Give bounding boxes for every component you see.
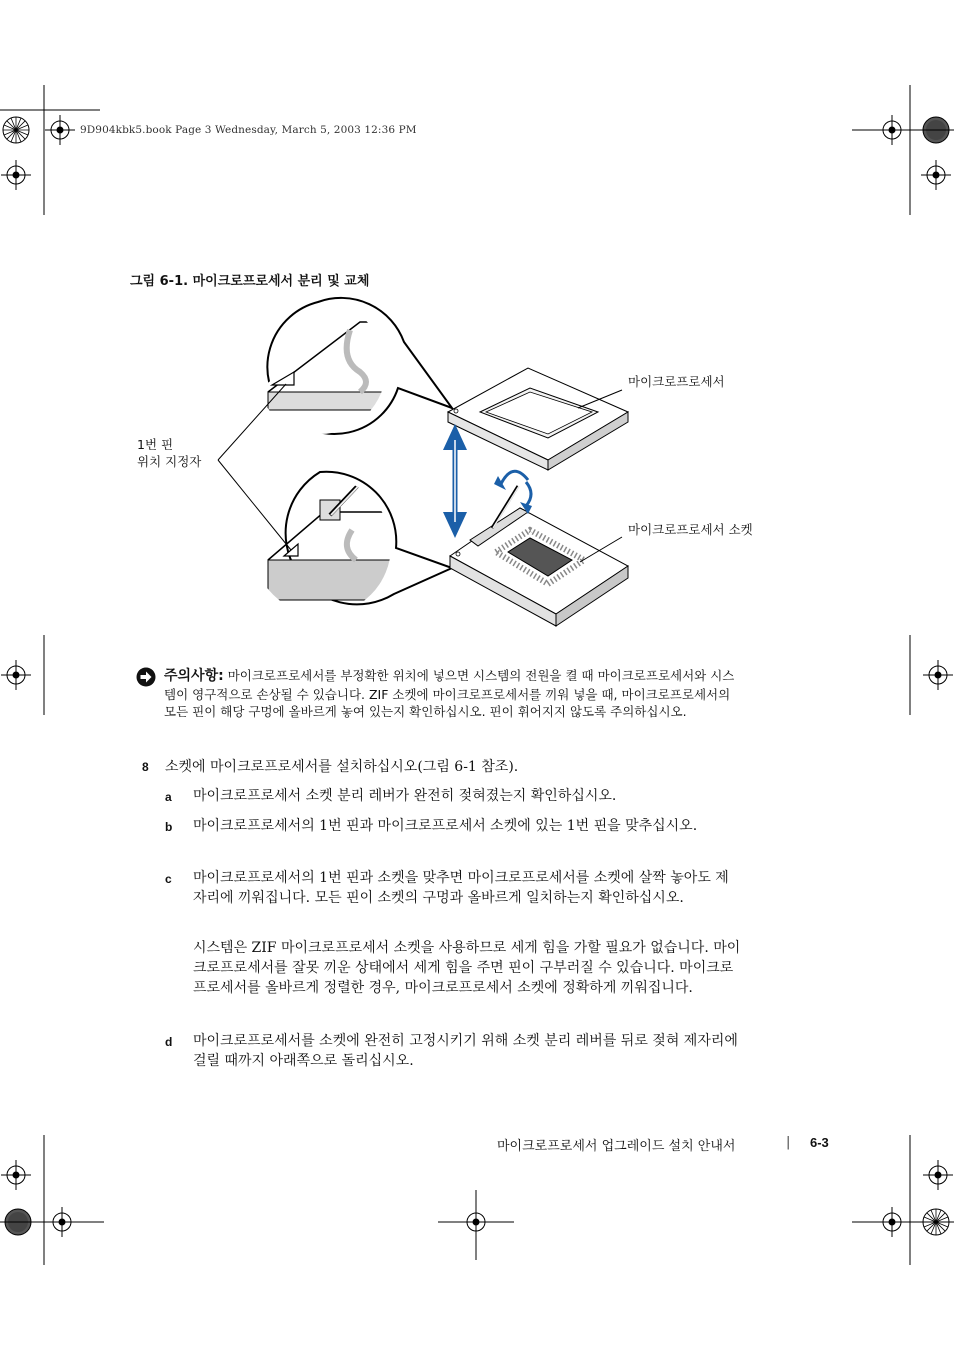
step-number: 8 bbox=[142, 760, 149, 774]
callout-microprocessor: 마이크로프로세서 bbox=[628, 374, 725, 389]
callout-pin1-line1: 1번 핀 bbox=[137, 437, 174, 452]
install-direction-arrow bbox=[443, 424, 467, 538]
substep-marker: a bbox=[165, 790, 172, 804]
figure-title: 그림 6-1. 마이크로프로세서 분리 및 교체 bbox=[130, 274, 370, 289]
step-text: 소켓에 마이크로프로세서를 설치하십시오(그림 6-1 참조). bbox=[165, 759, 519, 775]
notice-text-block bbox=[164, 667, 736, 721]
notice-text: 마이크로프로세서를 부정확한 위치에 넣으면 시스템의 전원을 켤 때 마이크로프로세서와 시스템이 영구적으로 손상될 수 있습니다. ZIF 소켓에 마이크로프로세서를 끼워 넣을 때, 마이크로프로세서의 모든 핀이 해당 구멍에 올바르게 놓여 있는지 확인하십시오. 핀이 휘어지지 않도록 주의하십시오. bbox=[164, 668, 735, 719]
microprocessor-chip bbox=[448, 368, 628, 470]
footer-title: 마이크로프로세서 업그레이드 설치 안내서 bbox=[497, 1139, 736, 1154]
pin1-zoom-top bbox=[252, 298, 452, 440]
substep-text: 마이크로프로세서 소켓 분리 레버가 완전히 젖혀졌는지 확인하십시오. bbox=[193, 788, 617, 804]
footer-separator: | bbox=[786, 1135, 791, 1150]
substep-text: 마이크로프로세서의 1번 핀과 마이크로프로세서 소켓에 있는 1번 핀을 맞추십시오. bbox=[193, 818, 698, 834]
substep-marker: d bbox=[165, 1035, 173, 1049]
notice-block bbox=[136, 667, 736, 721]
substep-marker: b bbox=[165, 820, 173, 834]
zif-socket bbox=[450, 471, 628, 626]
notice-icon bbox=[136, 667, 156, 687]
callout-socket: 마이크로프로세서 소켓 bbox=[628, 522, 753, 537]
pin1-zoom-bottom bbox=[268, 472, 452, 605]
callout-pin1-line2: 위치 지정자 bbox=[137, 454, 202, 469]
page-number: 6-3 bbox=[810, 1135, 829, 1150]
substep-text: 마이크로프로세서의 1번 핀과 소켓을 맞추면 마이크로프로세서를 소켓에 살짝 놓아도 제자리에 끼워집니다. 모든 핀이 소켓의 구멍과 올바르게 일치하는지 확인하십시오. bbox=[193, 870, 729, 906]
callout-pin1 bbox=[137, 436, 201, 470]
notice-label: 주의사항: bbox=[164, 668, 224, 684]
slug-line: 9D904kbk5.book Page 3 Wednesday, March 5, 2003 12:36 PM bbox=[80, 124, 417, 136]
substep-note: 시스템은 ZIF 마이크로프로세서 소켓을 사용하므로 세게 힘을 가할 필요가 없습니다. 마이크로프로세서를 잘못 끼운 상태에서 세게 힘을 주면 핀이 구부러질 수 있습니다. 마이크로프로세서를 올바르게 정렬한 경우, 마이크로프로세서 소켓에 정확하게 끼워집니다. bbox=[193, 940, 741, 996]
substep-marker: c bbox=[165, 872, 172, 886]
microprocessor-socket-illustration bbox=[120, 290, 800, 650]
substep-text: 마이크로프로세서를 소켓에 완전히 고정시키기 위해 소켓 분리 레버를 뒤로 젖혀 제자리에 걸릴 때까지 아래쪽으로 돌리십시오. bbox=[193, 1033, 738, 1069]
